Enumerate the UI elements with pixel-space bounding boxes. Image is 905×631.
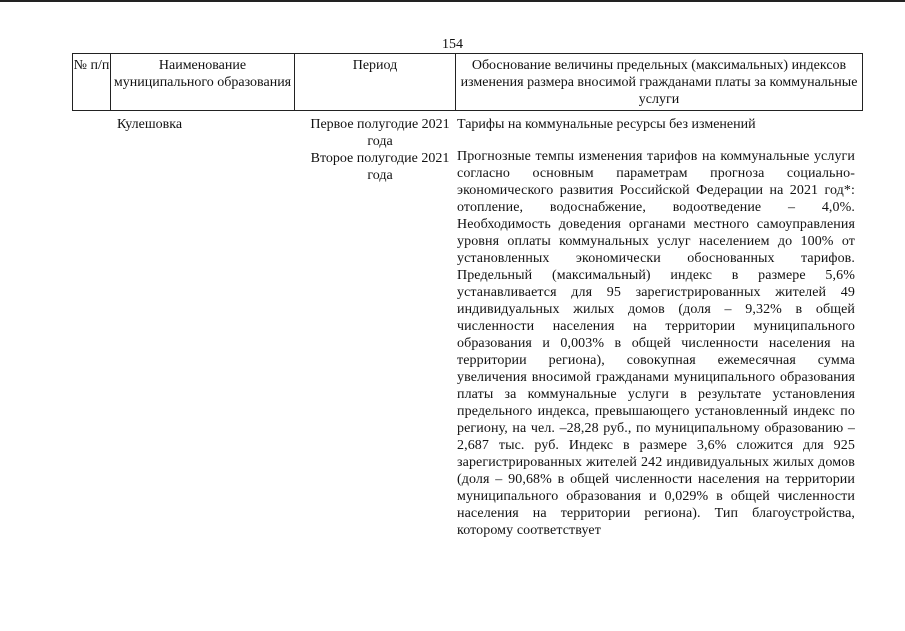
- tariff-note: Тарифы на коммунальные ресурсы без изменений: [457, 117, 756, 132]
- header-municipality-name: Наименование муниципального образования: [113, 58, 292, 90]
- justification-text: Прогнозные темпы изменения тарифов на коммунальные услуги согласно основным параметрам прогноза социально-экономического развития Российской Федерации на 2021 год*: отопление, водоснабжение, водоотведение – 4,0%. Необходимость доведения органами местного самоуправления уровня оплаты коммунальных услуг населением до 100% от установленных экономически обоснованных тарифов. Предельный (максимальный) индекс в размере 5,6% устанавливается для 95 зарегистрированных жителей 49 индивидуальных жилых домов (доля – 9,32% в общей численности населения на территории муниципального образования и 0,003% в общей численности населения на территории региона), совокупная ежемесячная сумма увеличения вносимой гражданами муниципального образования платы за коммунальные услуги в результате установления предельного индекса, превышающего установленный индекс по региону, на чел. –28,28 руб., по муниципальному образованию – 2,687 тыс. руб. Индекс в размере 3,6% сложится для 925 зарегистрированных жителей 242 индивидуальных жилых домов (доля – 90,68% в общей численности населения на территории муниципального образования и 0,029% в общей численности населения на территории региона). Тип благоустройства, которому соответствует: [457, 149, 855, 538]
- municipality-name: Кулешовка: [117, 117, 183, 132]
- table-header: [72, 53, 863, 111]
- period-second-half: Второе полугодие 2021 года: [310, 151, 450, 183]
- page-number: 154: [442, 37, 463, 52]
- period-first-half: Первое полугодие 2021 года: [310, 117, 450, 149]
- header-justification: Обоснование величины предельных (максимальных) индексов изменения размера вносимой гражданами платы за коммунальные услуги: [460, 58, 858, 107]
- header-period: Период: [352, 58, 398, 73]
- header-number: № п/п: [73, 58, 110, 73]
- top-border-line: [0, 0, 905, 2]
